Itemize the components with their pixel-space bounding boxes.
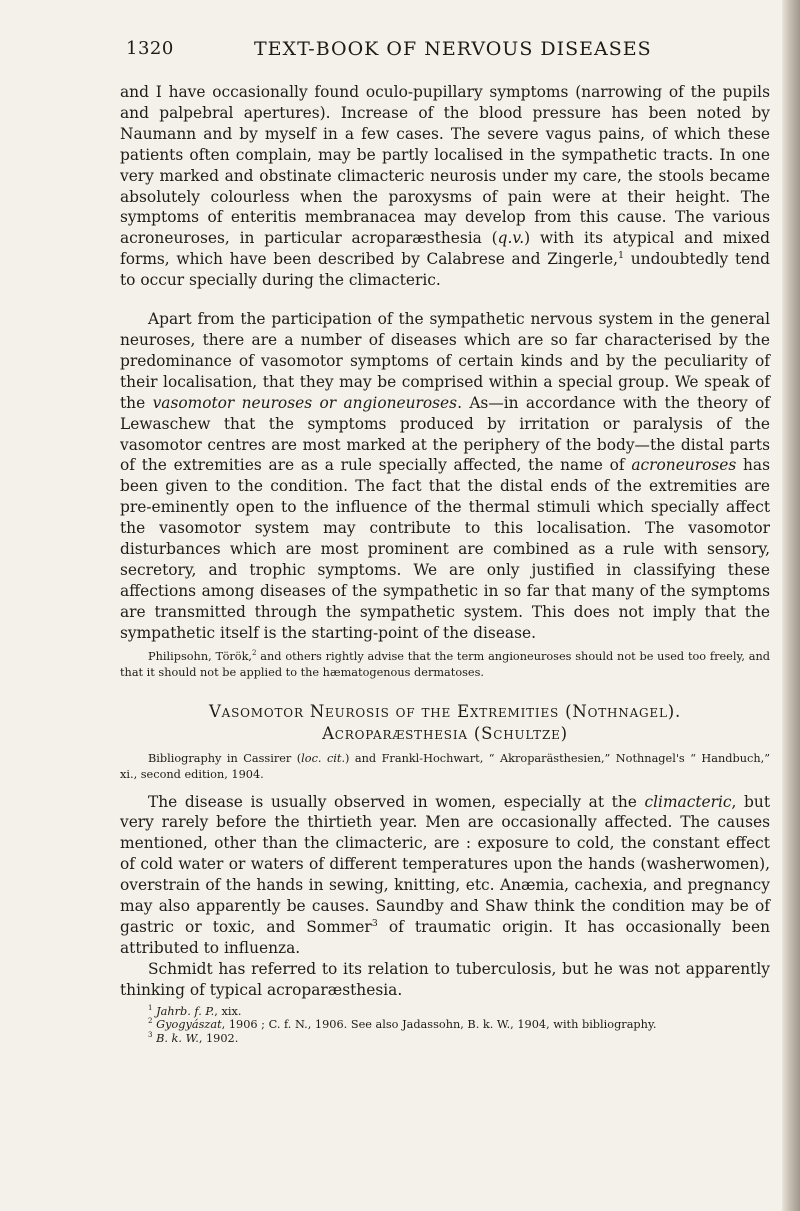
para2-text-a: Apart from the participation of the sympathetic nervous system in the general neuroses, there are a number of diseases which are so far characterised by the predominance of vasomotor symptoms of certain kinds and by the peculiarity of their localisation, that they may be comprised within a special group. We speak of the bbox=[120, 310, 770, 412]
term-acroneuroses: acroneuroses bbox=[631, 456, 737, 475]
footnote-3-number: 3 bbox=[148, 1031, 153, 1040]
para2-or: or bbox=[312, 393, 344, 412]
footnote-2 bbox=[120, 1018, 770, 1032]
section-heading-line-2: Acroparæsthesia (Schultze) bbox=[322, 723, 568, 743]
bibliography-note bbox=[120, 751, 770, 783]
footnote-1-rest: , xix. bbox=[214, 1004, 242, 1018]
note-text-a: Philipsohn, Török, bbox=[148, 649, 253, 663]
footnote-1-source: Jahrb. f. P. bbox=[156, 1004, 215, 1018]
small-print-note bbox=[120, 649, 770, 681]
page-header bbox=[126, 38, 746, 68]
footnote-3-rest: , 1902. bbox=[198, 1031, 239, 1045]
footnote-ref-2: 2 bbox=[252, 648, 257, 657]
para3-text-c: of traumatic origin. It has occasionally been attributed to influenza. bbox=[120, 918, 770, 957]
footnote-2-rest: , 1906 ; C. f. N., 1906. See also Jadassohn, B. k. W., 1904, with bibliography. bbox=[221, 1018, 657, 1032]
para1-qv: q.v. bbox=[497, 229, 525, 248]
para1-text-c: undoubtedly tend to occur specially during the climacteric. bbox=[120, 250, 771, 290]
term-angioneuroses: angioneuroses bbox=[343, 393, 458, 412]
footnote-ref-3: 3 bbox=[371, 917, 378, 929]
para3-text-a: The disease is usually observed in women, especially at the bbox=[148, 792, 645, 811]
running-title: TEXT-BOOK OF NERVOUS DISEASES bbox=[254, 38, 652, 60]
page-edge-shadow bbox=[782, 0, 800, 1211]
biblio-text-b: ) and Frankl-Hochwart, “ Akroparästhesien,” Nothnagel's “ Handbuch,” xi., second edition, 1904. bbox=[120, 751, 770, 781]
note-text-b: and others rightly advise that the term angioneuroses should not be used too freely, and that it should not be applied to the hæmatogenous dermatoses. bbox=[120, 649, 770, 679]
paragraph-tuberculosis: Schmidt has referred to its relation to tuberculosis, but he was not apparently thinking of typical acroparæsthesia. bbox=[120, 959, 770, 999]
biblio-loc-cit: loc. cit. bbox=[301, 751, 346, 765]
footnote-ref-1: 1 bbox=[617, 250, 625, 262]
term-vasomotor-neuroses: vasomotor neuroses bbox=[152, 393, 313, 412]
para2-text-b: . As—in accordance with the theory of Lewaschew that the symptoms produced by irritation or paralysis of the vasomotor centres are most marked at the periphery of the body—the distal parts of the extremities are as a rule specially affected, the name of bbox=[120, 393, 770, 475]
page-body bbox=[120, 82, 770, 1045]
footnotes bbox=[120, 1005, 770, 1046]
footnote-3-source: B. k. W. bbox=[156, 1031, 199, 1045]
paragraph-causes bbox=[120, 792, 770, 959]
para1-text-b: ) with its atypical and mixed forms, which have been described by Calabrese and Zingerle, bbox=[120, 229, 771, 269]
footnote-2-source: Gyogyászat bbox=[156, 1018, 222, 1032]
footnote-1-number: 1 bbox=[148, 1003, 153, 1012]
biblio-text-a: Bibliography in Cassirer ( bbox=[148, 751, 302, 765]
para2-text-c: has been given to the condition. The fact that the distal ends of the extremities are pre-eminently open to the influence of the thermal stimuli which specially affect the vasomotor system may contribute to this localisation. The vasomotor disturbances which are most prominent are combined as a rule with sensory, secretory, and trophic symptoms. We are only justified in classifying these affections among diseases of the sympathetic in so far that many of the symptoms are transmitted through the sympathetic system. This does not imply that the sympathetic itself is the starting-point of the disease. bbox=[120, 456, 770, 642]
paragraph-angioneuroses bbox=[120, 309, 770, 644]
page-number: 1320 bbox=[126, 38, 174, 59]
section-heading-line-1: Vasomotor Neurosis of the Extremities (Nothnagel). bbox=[208, 701, 682, 721]
para1-text-a: and I have occasionally found oculo-pupillary symptoms (narrowing of the pupils and palpebral apertures). Increase of the blood pressure has been noted by Naumann and by myself in a few cases. The severe vagus pains, of which these patients often complain, may be partly localised in the sympathetic tracts. In one very marked and obstinate climacteric neurosis under my care, the stools became absolutely colourless when the paroxysms of pain were at their height. The symptoms of enteritis membranacea may develop from this cause. The various acroneuroses, in particular acroparæsthesia ( bbox=[120, 83, 770, 248]
footnote-2-number: 2 bbox=[148, 1017, 153, 1026]
term-climacteric: climacteric bbox=[644, 792, 732, 811]
paragraph-climacteric-symptoms bbox=[120, 82, 770, 291]
footnote-1 bbox=[120, 1005, 770, 1019]
para3-text-b: , but very rarely before the thirtieth year. Men are occasionally affected. The causes mentioned, other than the climacteric, are : exposure to cold, the constant effect of cold water or waters of different temperatures upon the hands (washerwomen), overstrain of the hands in sewing, knitting, etc. Anæmia, cachexia, and pregnancy may also apparently be causes. Saundby and Shaw think the condition may be of gastric or toxic, and Sommer bbox=[120, 792, 770, 936]
footnote-3 bbox=[120, 1032, 770, 1046]
